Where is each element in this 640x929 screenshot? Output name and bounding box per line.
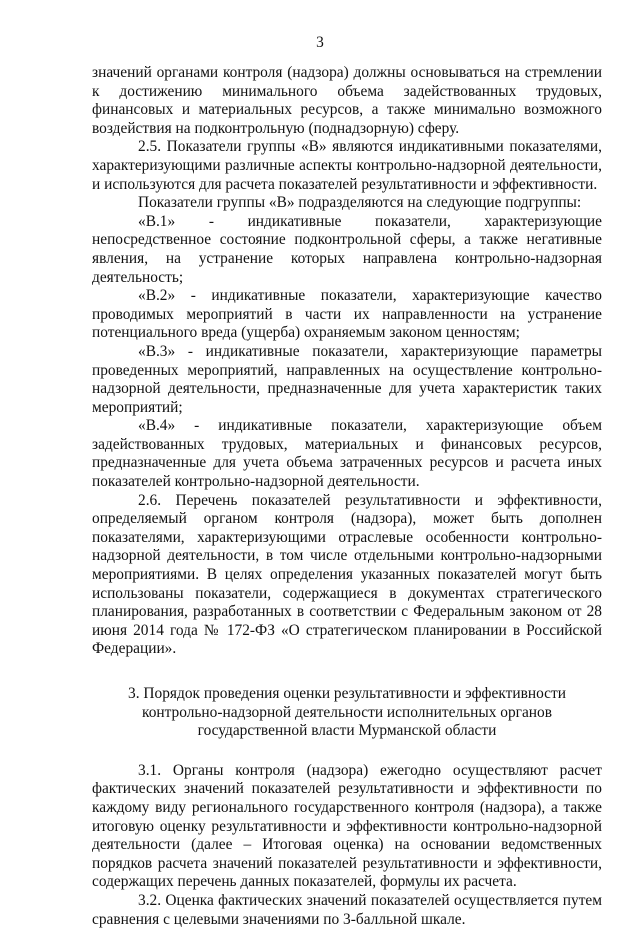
paragraph-v1: «В.1» - индикативные показатели, характеризующие непосредственное состояние подконтрольной сферы, а также негативные явления, на устранение которых направлена контрольно-надзорная деятельность; [92, 212, 602, 286]
section-heading-line: государственной власти Мурманской области [197, 722, 497, 740]
paragraph-3-2: 3.2. Оценка фактических значений показателей осуществляется путем сравнения с целевыми значениями по 3-балльной шкале. [92, 891, 602, 928]
paragraph-v2: «В.2» - индикативные показатели, характеризующие качество проводимых мероприятий в части их направленности на устранение потенциального вреда (ущерба) охраняемым законом ценностям; [92, 287, 602, 342]
paragraph-3-1: 3.1. Органы контроля (надзора) ежегодно осуществляют расчет фактических значений показателей результативности и эффективности по каждому виду регионального государственного контроля (надзора), а также итоговую оценку результативности и эффективности контрольно-надзорной деятельности (далее – Итоговая оценка) на основании ведомственных порядков расчета значений показателей результативности и эффективности, содержащих перечень данных показателей, формулы их расчета. [92, 761, 602, 891]
page-number: 3 [316, 34, 324, 51]
paragraph-subgroups-intro: Показатели группы «В» подразделяются на следующие подгруппы: [138, 194, 582, 212]
document-body [92, 64, 602, 929]
paragraph-v4: «В.4» - индикативные показатели, характеризующие объем задействованных трудовых, материальных и финансовых ресурсов, предназначенные для учета объема затраченных ресурсов и расчета иных показателей контрольно-надзорной деятельности. [92, 417, 602, 491]
section-heading-line: 3. Порядок проведения оценки результативности и эффективности [128, 685, 566, 702]
paragraph-2-5: 2.5. Показатели группы «В» являются индикативными показателями, характеризующими различные аспекты контрольно-надзорной деятельности, и используются для расчета показателей результативности и эффективности. [92, 138, 602, 193]
section-heading-line: контрольно-надзорной деятельности исполнительных органов [142, 703, 552, 721]
section-heading [92, 685, 602, 741]
paragraph-v3: «В.3» - индикативные показатели, характеризующие параметры проведенных мероприятий, направленных на осуществление контрольно-надзорной деятельности, предназначенные для учета характеристик таких мероприятий; [92, 342, 602, 416]
paragraph: значений органами контроля (надзора) должны основываться на стремлении к достижению минимального объема задействованных трудовых, финансовых и материальных ресурсов, а также минимально возможного воздействия на подконтрольную (поднадзорную) сферу. [92, 64, 602, 137]
paragraph-2-6: 2.6. Перечень показателей результативности и эффективности, определяемый органом контроля (надзора), может быть дополнен показателями, характеризующими отраслевые особенности контрольно-надзорной деятельности, в том числе отдельными контрольно-надзорными мероприятиями. В целях определения указанных показателей могут быть использованы показатели, содержащиеся в документах стратегического планирования, разработанных в соответствии с Федеральным законом от 28 июня 2014 года № 172-ФЗ «О стратегическом планировании в Российской Федерации». [92, 491, 602, 658]
